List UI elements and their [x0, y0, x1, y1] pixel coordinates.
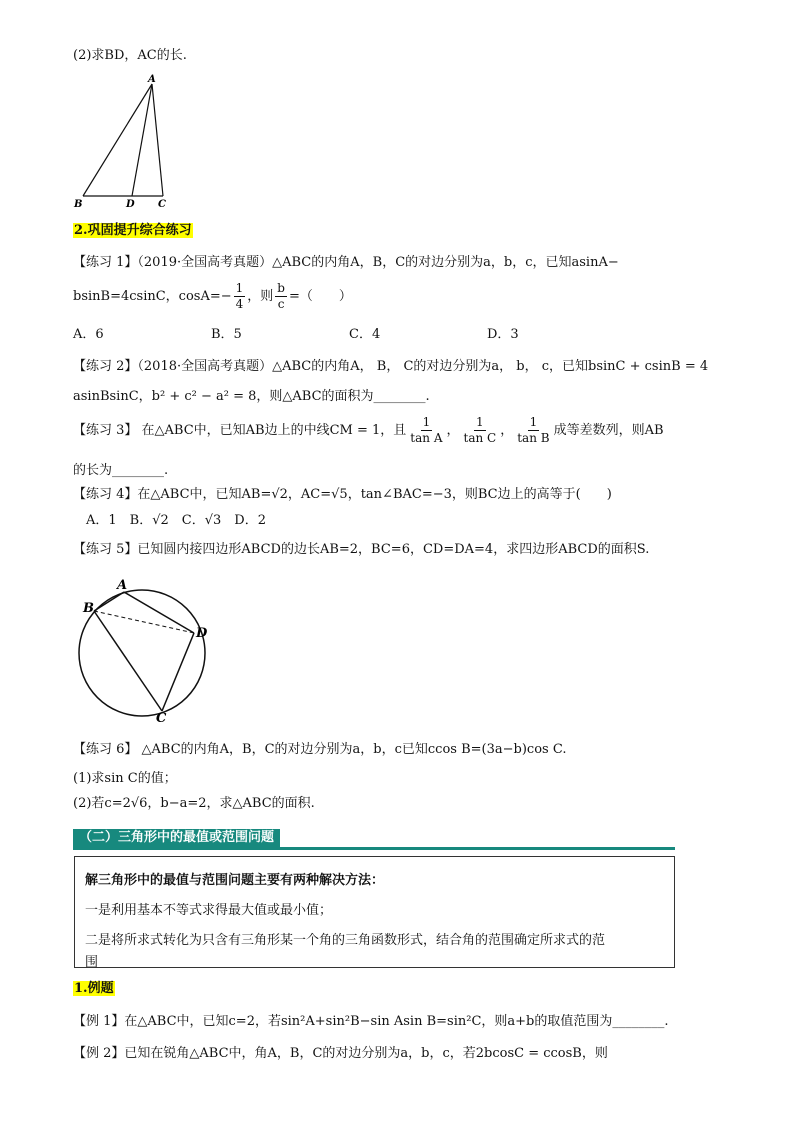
practice-1-text-b: ，则	[247, 289, 274, 304]
section-3-title: （二）三角形中的最值或范围问题	[73, 829, 280, 847]
practice-1-line2	[73, 281, 352, 312]
circle-label-A: A	[117, 578, 128, 593]
practice-1-text-a: bsinB=4csinC，cosA=−	[73, 289, 232, 304]
circle-label-C: C	[156, 711, 167, 726]
practice-3-line1	[73, 415, 664, 446]
practice-4-options: A．1 B．√2 C．√3 D．2	[86, 513, 266, 528]
practice-3-text-b: 成等差数列，则AB	[553, 423, 664, 438]
practice-1-options	[73, 326, 519, 344]
separator-1: ，	[446, 423, 460, 438]
fraction-tan-b: $\frac{1}{\text{tan B}}$	[517, 415, 550, 445]
practice-1-line1: 【练习 1】（2019·全国高考真题）△ABC的内角A，B，C的对边分别为a，b，c，已知asinA−	[73, 255, 619, 270]
option-a: A．6	[73, 327, 104, 342]
fraction-b-c: $\frac{b}{c}$	[277, 281, 285, 311]
section-title-text: 2.巩固提升综合练习	[74, 223, 192, 238]
practice-2-line1: 【练习 2】（2018·全国高考真题）△ABC的内角A， B， C的对边分别为a， b， c，已知bsinC + csinB = 4	[73, 359, 709, 374]
circle-label-B: B	[83, 601, 94, 616]
practice-2-line2: asinBsinC，b² + c² − a² = 8，则△ABC的面积为________.	[73, 389, 430, 404]
example-1: 【例 1】在△ABC中，已知c=2，若sin²A+sin²B−sin Asin B=sin²C，则a+b的取值范围为________.	[73, 1014, 669, 1029]
section-title	[73, 222, 193, 240]
practice-1-text-c: =（ ）	[288, 289, 352, 304]
fraction-tan-c: $\frac{1}{\text{tan C}}$	[463, 415, 497, 445]
method-box-line2: 二是将所求式转化为只含有三角形某一个角的三角函数形式，结合角的范围确定所求式的范	[85, 933, 606, 948]
method-box-line1: 一是利用基本不等式求得最大值或最小值；	[85, 903, 333, 918]
practice-6-line1: 【练习 6】 △ABC的内角A，B，C的对边分别为a，b，c已知ccos B=(3a−b)cos C.	[73, 742, 567, 757]
example-2: 【例 2】已知在锐角△ABC中，角A，B，C的对边分别为a，b，c，若2bcosC = ccosB，则	[73, 1046, 608, 1061]
fraction-tan-a: $\frac{1}{\text{tan A}}$	[410, 415, 443, 445]
label-A: A	[148, 74, 156, 85]
option-b: B．5	[211, 327, 242, 342]
question-2-text: (2)求BD，AC的长.	[73, 48, 187, 63]
label-C: C	[158, 199, 166, 210]
practice-3-line2: 的长为________.	[73, 463, 169, 478]
label-D: D	[126, 199, 135, 210]
practice-3-text-a: 【练习 3】 在△ABC中，已知AB边上的中线CM = 1，且	[73, 423, 407, 438]
example-title-text: 1.例题	[74, 981, 114, 996]
fraction-1-4: $\frac{1}{4}$	[235, 281, 244, 311]
circle-quadrilateral-figure	[72, 576, 222, 726]
option-c: C．4	[349, 327, 381, 342]
label-B: B	[74, 199, 83, 210]
practice-6-q1: (1)求sin C的值；	[73, 771, 177, 786]
practice-6-q2: (2)若c=2√6，b−a=2，求△ABC的面积.	[73, 796, 315, 811]
method-box-line3: 围	[85, 955, 99, 970]
example-title	[73, 980, 115, 998]
method-box-title: 解三角形中的最值与范围问题主要有两种解决方法：	[85, 873, 385, 888]
practice-4-line1: 【练习 4】在△ABC中，已知AB=√2，AC=√5，tan∠BAC=−3，则BC边上的高等于( )	[73, 487, 612, 502]
section-3-underline	[73, 847, 675, 850]
circle-label-D: D	[196, 626, 208, 641]
method-box	[74, 856, 675, 968]
triangle-figure	[70, 72, 180, 212]
practice-5-line1: 【练习 5】已知圆内接四边形ABCD的边长AB=2，BC=6，CD=DA=4，求四边形ABCD的面积S.	[73, 542, 650, 557]
separator-2: ，	[500, 423, 514, 438]
option-d: D．3	[487, 327, 519, 342]
